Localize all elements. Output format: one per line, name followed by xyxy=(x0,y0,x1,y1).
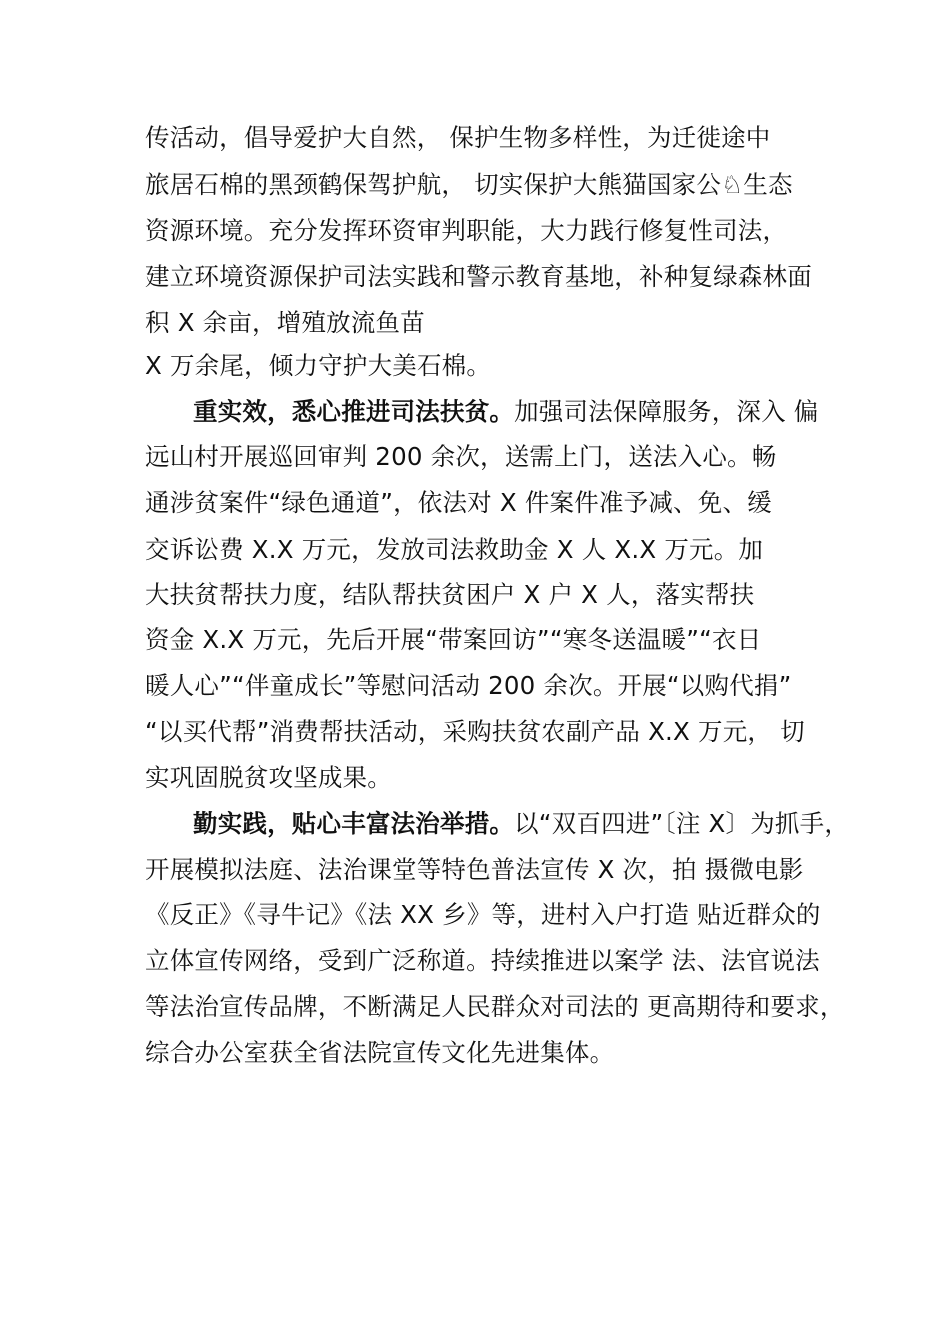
paragraph-line: 远山村开展巡回审判 200 余次，送需上门，送法入心。畅 xyxy=(145,442,777,471)
paragraph-line: 大扶贫帮扶力度，结队帮扶贫困户 X 户 X 人，落实帮扶 xyxy=(145,580,755,609)
paragraph-line: 综合办公室获全省法院宣传文化先进集体。 xyxy=(145,1038,615,1067)
paragraph-line: 开展模拟法庭、法治课堂等特色普法宣传 X 次，拍 摄微电影 xyxy=(145,855,804,884)
paragraph-line: 积 X 余亩，增殖放流鱼苗 xyxy=(145,308,425,337)
paragraph-line: 交诉讼费 X.X 万元，发放司法救助金 X 人 X.X 万元。加 xyxy=(145,535,764,564)
paragraph-first-line xyxy=(193,397,819,427)
paragraph-line: 暖人心”“伴童成长”等慰问活动 200 余次。开展“以购代捐” xyxy=(145,671,792,700)
paragraph-heading: 重实效，悉心推进司法扶贫。 xyxy=(193,397,515,426)
paragraph-line: 《反正》《寻牛记》《法 XX 乡》等，进村入户打造 贴近群众的 xyxy=(145,900,821,929)
paragraph-text: 以“双百四进”〔注 X〕为抓手， xyxy=(514,809,850,838)
paragraph-line: 通涉贫案件“绿色通道”，依法对 X 件案件准予减、免、缓 xyxy=(145,488,772,517)
paragraph-first-line xyxy=(193,809,849,839)
paragraph-line: 等法治宣传品牌，不断满足人民群众对司法的 更高期待和要求， xyxy=(145,992,845,1021)
paragraph-line: 旅居石棉的黑颈鹤保驾护航， 切实保护大熊猫国家公♘生态 xyxy=(145,170,793,199)
paragraph-line: “以买代帮”消费帮扶活动，采购扶贫农副产品 X.X 万元， 切 xyxy=(145,717,805,746)
paragraph-heading: 勤实践，贴心丰富法治举措。 xyxy=(193,809,515,838)
paragraph-line: 建立环境资源保护司法实践和警示教育基地，补种复绿森林面 xyxy=(145,262,812,291)
paragraph-text: 加强司法保障服务，深入 偏 xyxy=(514,397,819,426)
paragraph-line: X 万余尾，倾力守护大美石棉。 xyxy=(145,351,492,380)
paragraph-line: 传活动，倡导爱护大自然， 保护生物多样性，为迁徙途中 xyxy=(145,123,771,152)
paragraph-line: 资源环境。充分发挥环资审判职能，大力践行修复性司法， xyxy=(145,216,788,245)
paragraph-line: 实巩固脱贫攻坚成果。 xyxy=(145,763,392,792)
paragraph-line: 资金 X.X 万元，先后开展“带案回访”“寒冬送温暖”“衣日 xyxy=(145,625,762,654)
paragraph-line: 立体宣传网络，受到广泛称道。持续推进以案学 法、法官说法 xyxy=(145,946,820,975)
